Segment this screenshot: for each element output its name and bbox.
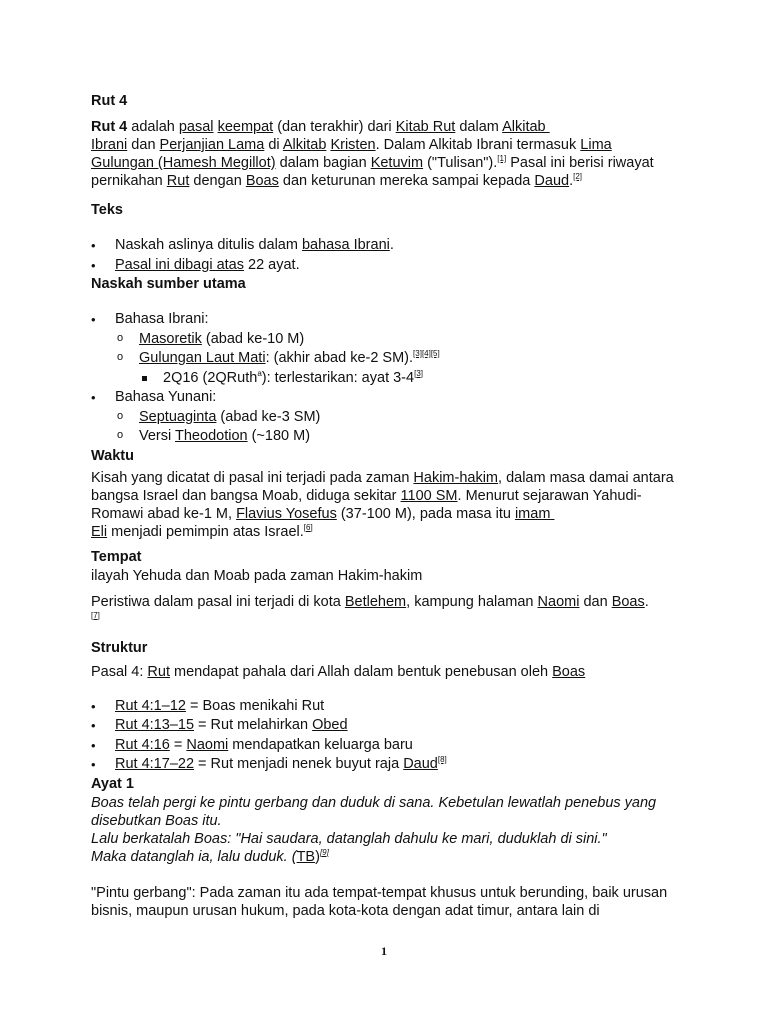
link-pasal[interactable]: pasal — [178, 119, 214, 135]
link-kitab-rut[interactable]: Kitab Rut — [395, 119, 456, 135]
intro-text: di — [264, 137, 283, 153]
list-item: • Rut 4:17–22 = Rut menjadi nenek buyut raja Daud[8] — [91, 755, 691, 775]
link-obed[interactable]: Obed — [312, 717, 348, 733]
link-alkitab-ibrani[interactable]: Alkitab Ibrani — [91, 119, 546, 153]
waktu-paragraph: Kisah yang dicatat di pasal ini terjadi pada zaman Hakim-hakim, dalam masa damai antara bangsa Israel dan bangsa Moab, diduga sekitar 1100 SM. Menurut sejarawan Yahudi-Romawi abad ke-1 M, Flavius Yosefus (37-100 M), pada masa itu imam Eli menjadi pemimpin atas Israel.[6] — [91, 469, 674, 540]
list-item: • Rut 4:1–12 = Boas menikahi Rut — [91, 697, 691, 717]
link-imam-eli[interactable]: imam Eli — [91, 505, 551, 540]
heading-naskah: Naskah sumber utama — [91, 276, 246, 292]
link-boas[interactable]: Boas — [245, 173, 279, 189]
link-rut[interactable]: Rut — [147, 663, 170, 680]
link-naomi[interactable]: Naomi — [186, 736, 229, 753]
footnote-ref-2[interactable]: [2] — [573, 172, 583, 181]
intro-text: Pasal ini berisi riwayat pernikahan — [91, 155, 654, 189]
list-item: 2Q16 (2QRuth$^a$): terlestarikan: ayat 3-4[3] — [139, 369, 691, 389]
link-boas[interactable]: Boas — [552, 663, 586, 680]
heading-struktur: Struktur — [91, 639, 148, 656]
list-item: • Bahasa Yunani: o Septuaginta (abad ke-3 SM) o Versi Theodotion (~180 M) — [91, 388, 691, 447]
document-title: Rut 4 — [91, 93, 128, 109]
link-gulungan-laut-mati[interactable]: Gulungan Laut Mati — [139, 350, 266, 366]
heading-teks: Teks — [91, 202, 123, 218]
intro-bold-term: Rut 4 — [91, 119, 128, 135]
naskah-sublist — [115, 330, 691, 389]
ayat-quote-1: Boas telah pergi ke pintu gerbang dan duduk di sana. Kebetulan lewatlah penebus yang disebutkan Boas itu. — [91, 794, 657, 829]
intro-text: dalam bagian — [275, 155, 371, 171]
link-betlehem[interactable]: Betlehem — [344, 593, 407, 610]
footnote-ref-1[interactable]: [1] — [497, 154, 507, 163]
list-item: • Rut 4:16 = Naomi mendapatkan keluarga baru — [91, 736, 691, 756]
link-keempat[interactable]: keempat — [217, 119, 274, 135]
ayat-quote-3: Maka datanglah ia, lalu duduk. (TB)[9] — [91, 847, 329, 865]
link-boas[interactable]: Boas — [611, 593, 645, 610]
footnote-ref-3[interactable]: [3] — [414, 368, 423, 378]
link-hakim-hakim[interactable]: Hakim-hakim — [413, 469, 499, 486]
ayat-quote-2: Lalu berkatalah Boas: "Hai saudara, datanglah dahulu ke mari, duduklah di sini." — [91, 830, 607, 847]
footnote-ref-8[interactable]: [8] — [437, 755, 447, 764]
link-kristen[interactable]: Kristen — [330, 137, 376, 153]
intro-text: dan keturunan mereka sampai kepada — [278, 173, 535, 189]
heading-tempat: Tempat — [91, 548, 142, 565]
intro-text: dan — [127, 137, 160, 153]
teks-list — [91, 236, 691, 275]
link-septuaginta[interactable]: Septuaginta — [139, 408, 217, 425]
document-body — [91, 92, 691, 920]
list-item: o Masoretik (abad ke-10 M) — [115, 330, 691, 350]
link-rut-4-13-15[interactable]: Rut 4:13–15 — [115, 717, 195, 733]
list-item: o Versi Theodotion (~180 M) — [115, 427, 691, 447]
list-item: • Rut 4:13–15 = Rut melahirkan Obed — [91, 716, 691, 736]
ayat-paragraph: "Pintu gerbang": Pada zaman itu ada tempat-tempat khusus untuk berunding, baik urusan bisnis, maupun urusan hukum, pada kota-kota dengan adat timur, antara lain di — [91, 884, 668, 919]
intro-text: adalah — [127, 119, 179, 135]
link-rut-4-17-22[interactable]: Rut 4:17–22 — [115, 756, 195, 772]
link-lima-gulungan[interactable]: Lima Gulungan (Hamesh Megillot) — [91, 137, 612, 171]
naskah-sublist — [115, 408, 691, 447]
link-rut-4-1-12[interactable]: Rut 4:1–12 — [115, 697, 186, 714]
page-number: 1 — [381, 944, 387, 958]
intro-text: dengan — [189, 173, 246, 189]
link-daud[interactable]: Daud — [403, 756, 438, 772]
list-item: • Naskah aslinya ditulis dalam bahasa Ibrani. — [91, 236, 691, 256]
link-perjanjian-lama[interactable]: Perjanjian Lama — [159, 137, 265, 153]
struktur-paragraph: Pasal 4: Rut mendapat pahala dari Allah dalam bentuk penebusan oleh Boas — [91, 663, 586, 680]
intro-text: (dan terakhir) dari — [273, 119, 396, 135]
list-item: • Pasal ini dibagi atas 22 ayat. — [91, 256, 691, 276]
link-theodotion[interactable]: Theodotion — [175, 428, 248, 444]
link-1100-sm[interactable]: 1100 SM — [400, 487, 458, 504]
link-naomi[interactable]: Naomi — [537, 593, 580, 610]
link-flavius-yosefus[interactable]: Flavius Yosefus — [236, 505, 337, 522]
link-alkitab[interactable]: Alkitab — [282, 137, 327, 153]
heading-waktu: Waktu — [91, 447, 134, 464]
tempat-line: ilayah Yehuda dan Moab pada zaman Hakim-hakim — [91, 567, 423, 584]
link-masoretik[interactable]: Masoretik — [139, 330, 202, 347]
link-daud[interactable]: Daud — [534, 173, 570, 189]
link-pasal-dibagi[interactable]: Pasal ini dibagi atas — [115, 256, 244, 273]
intro-text: . — [569, 173, 574, 189]
list-item: o Septuaginta (abad ke-3 SM) — [115, 408, 691, 428]
intro-text: . Dalam Alkitab Ibrani termasuk — [375, 137, 581, 153]
intro-text: ("Tulisan"). — [423, 155, 498, 171]
footnote-refs-3-5[interactable]: [3][4][5] — [413, 349, 440, 358]
list-item: o Gulungan Laut Mati: (akhir abad ke-2 SM).[3][4][5] 2Q16 (2QRuth$^a$): terlestarikan: ayat 3-4[3] — [115, 349, 691, 388]
footnote-ref-7[interactable]: [7] — [91, 610, 100, 620]
footnote-ref-9[interactable]: [9] — [319, 847, 329, 857]
link-bahasa-ibrani[interactable]: bahasa Ibrani — [301, 237, 390, 253]
footnote-ref-6[interactable]: [6] — [303, 522, 313, 532]
tempat-paragraph: Peristiwa dalam pasal ini terjadi di kota Betlehem, kampung halaman Naomi dan Boas. [7] — [91, 593, 649, 620]
naskah-subsublist — [139, 369, 691, 389]
link-ketuvim[interactable]: Ketuvim — [370, 155, 424, 171]
link-rut[interactable]: Rut — [166, 173, 190, 189]
link-tb[interactable]: TB — [296, 848, 316, 865]
naskah-list — [91, 310, 691, 447]
intro-text: dalam — [455, 119, 503, 135]
list-item: • Bahasa Ibrani: o Masoretik (abad ke-10 M) o Gulungan Laut Mati: (akhir abad ke-2 SM).[3][4][5] 2Q16 (2QRuth$^a$): terlestarikan: ayat 3-4[3] — [91, 310, 691, 388]
struktur-list — [91, 697, 691, 775]
link-rut-4-16[interactable]: Rut 4:16 — [115, 736, 170, 753]
heading-ayat-1: Ayat 1 — [91, 775, 134, 792]
intro-paragraph — [91, 118, 691, 190]
